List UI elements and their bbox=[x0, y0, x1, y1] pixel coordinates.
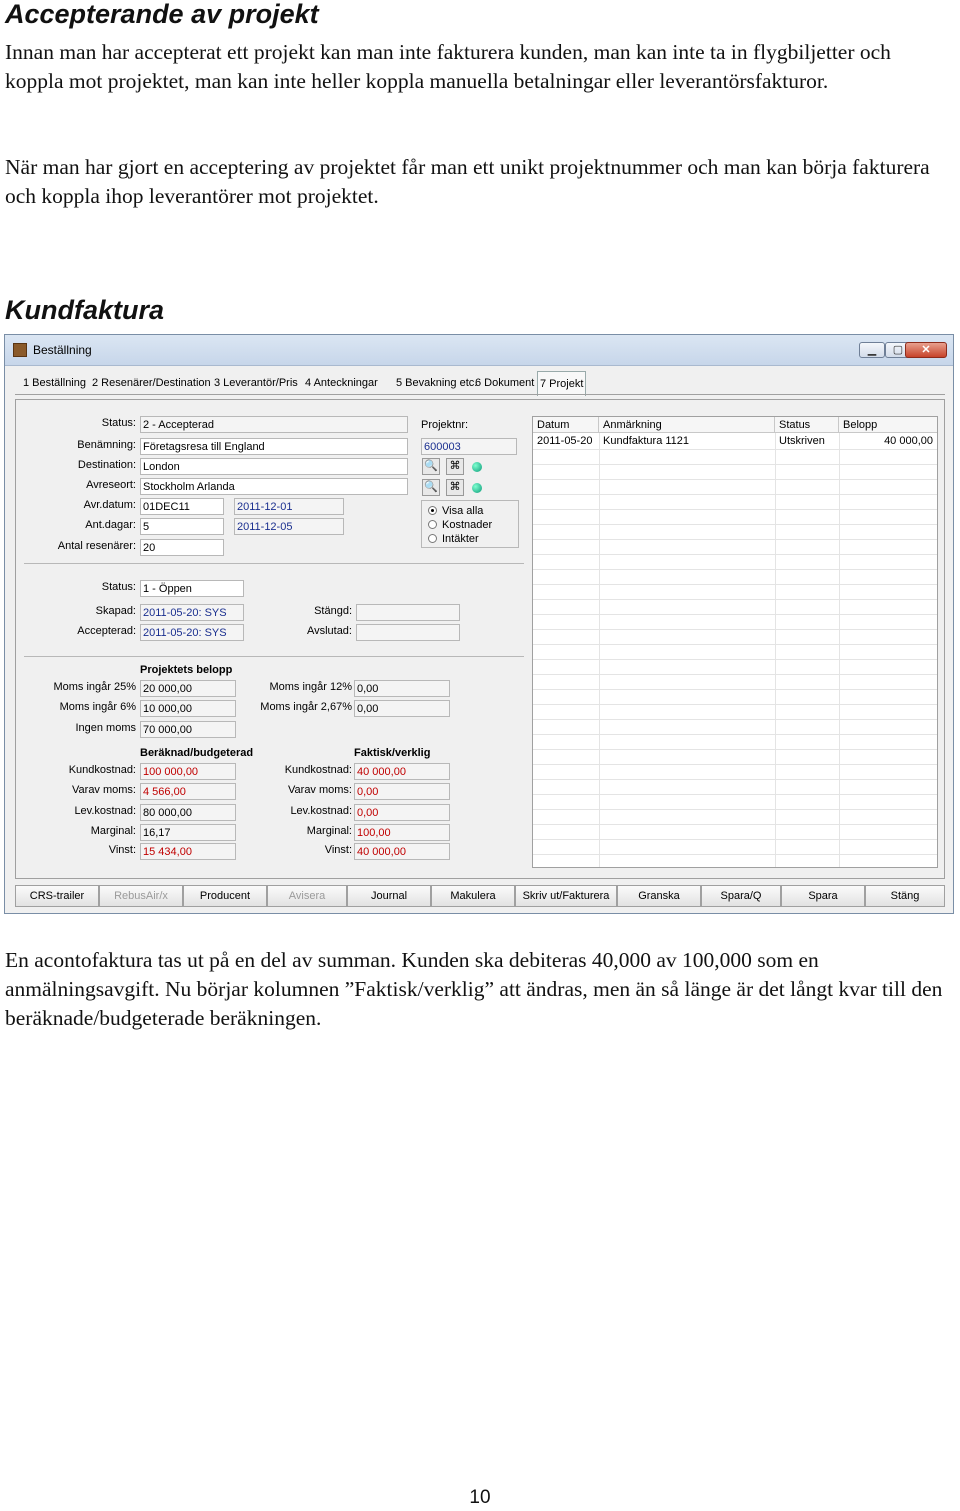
avisera-button[interactable]: Avisera bbox=[267, 885, 347, 907]
grid-row-line bbox=[533, 554, 937, 555]
moms6-field: 10 000,00 bbox=[140, 700, 236, 717]
heading-accepterande: Accepterande av projekt bbox=[5, 0, 319, 29]
projektnr-label: Projektnr: bbox=[421, 419, 469, 431]
grid-cell-status: Utskriven bbox=[779, 435, 825, 447]
avslutad-label: Avslutad: bbox=[306, 625, 352, 637]
projekt-panel bbox=[15, 399, 945, 879]
radio-visa-alla[interactable]: Visa alla bbox=[428, 505, 483, 517]
faktisk-vinst-label: Vinst: bbox=[324, 844, 352, 856]
grid-row-line bbox=[533, 749, 937, 750]
grid-header-anmarkning[interactable]: Anmärkning bbox=[599, 417, 775, 433]
moms25-label: Moms ingår 25% bbox=[53, 681, 136, 693]
budget-varavmoms-label: Varav moms: bbox=[72, 784, 136, 796]
invoice-grid[interactable] bbox=[532, 416, 938, 868]
window-title: Beställning bbox=[33, 343, 92, 357]
grid-row-line bbox=[533, 719, 937, 720]
grid-row-line bbox=[533, 704, 937, 705]
budget-kundkostnad-label: Kundkostnad: bbox=[68, 764, 136, 776]
destination-label: Destination: bbox=[77, 459, 136, 471]
grid-row-line bbox=[533, 854, 937, 855]
journal-button[interactable]: Journal bbox=[347, 885, 431, 907]
faktisk-heading: Faktisk/verklig bbox=[354, 747, 431, 759]
tab-divider bbox=[15, 394, 945, 395]
grid-row-line bbox=[533, 494, 937, 495]
projektnr-field: 600003 bbox=[421, 438, 517, 455]
bestallning-window bbox=[4, 334, 954, 914]
grid-row-line bbox=[533, 524, 937, 525]
paragraph-acontofaktura: En acontofaktura tas ut på en del av summan. Kunden ska debiteras 40,000 av 100,000 som en anmälningsavgift. Nu börjar kolumnen ”Faktisk/verklig” att ändras, men än så länge är det långt kvar till den beräknade/budgeterade beräkningen. bbox=[5, 948, 943, 1030]
grid-row-line bbox=[533, 794, 937, 795]
benamning-field[interactable]: Företagsresa till England bbox=[140, 438, 408, 455]
grid-row-line bbox=[533, 464, 937, 465]
ingen-moms-label: Ingen moms bbox=[75, 722, 136, 734]
stangd-field bbox=[356, 604, 460, 621]
faktisk-varavmoms-label: Varav moms: bbox=[288, 784, 352, 796]
grid-row-line bbox=[533, 659, 937, 660]
faktisk-marginal-field: 100,00 bbox=[354, 824, 450, 841]
tab-projekt[interactable]: 7 Projekt bbox=[537, 371, 586, 396]
tab-resenarer[interactable]: 2 Resenärer/Destination bbox=[92, 377, 211, 389]
granska-button[interactable]: Granska bbox=[617, 885, 701, 907]
faktisk-kundkostnad-label: Kundkostnad: bbox=[284, 764, 352, 776]
binoculars-icon[interactable]: ⌘ bbox=[446, 479, 464, 496]
accepterad-field: 2011-05-20: SYS bbox=[140, 624, 244, 641]
grid-row-line bbox=[533, 734, 937, 735]
faktisk-kundkostnad-field: 40 000,00 bbox=[354, 763, 450, 780]
spara-q-button[interactable]: Spara/Q bbox=[701, 885, 781, 907]
budget-vinst-field: 15 434,00 bbox=[140, 843, 236, 860]
grid-column-line bbox=[775, 433, 776, 867]
tab-dokument[interactable]: 6 Dokument bbox=[475, 377, 535, 389]
radio-intakter[interactable]: Intäkter bbox=[428, 533, 479, 545]
grid-cell-anmarkning: Kundfaktura 1121 bbox=[603, 435, 690, 447]
status-field[interactable]: 2 - Accepterad bbox=[140, 416, 408, 433]
budget-marginal-field: 16,17 bbox=[140, 824, 236, 841]
grid-row-line bbox=[533, 614, 937, 615]
beraknad-heading: Beräknad/budgeterad bbox=[140, 747, 254, 759]
grid-row-line bbox=[533, 644, 937, 645]
avreseort-label: Avreseort: bbox=[86, 479, 136, 491]
budget-kundkostnad-field: 100 000,00 bbox=[140, 763, 236, 780]
antdagar-field[interactable]: 5 bbox=[140, 518, 224, 535]
grid-cell-belopp: 40 000,00 bbox=[884, 435, 933, 447]
filter-radio-group bbox=[421, 500, 519, 548]
tab-bar bbox=[15, 371, 943, 395]
crs-trailer-button[interactable]: CRS-trailer bbox=[15, 885, 99, 907]
producent-button[interactable]: Producent bbox=[183, 885, 267, 907]
paragraph-intro: Innan man har accepterat ett projekt kan man inte fakturera kunden, man kan inte ta in flygbiljetter och koppla mot projektet, man kan inte heller koppla manuella betalningar eller leverantörsfakturor. bbox=[5, 40, 891, 93]
ingen-moms-field: 70 000,00 bbox=[140, 721, 236, 738]
budget-levkostnad-label: Lev.kostnad: bbox=[74, 805, 136, 817]
grid-header-status[interactable]: Status bbox=[775, 417, 839, 433]
paragraph-acceptering: När man har gjort en acceptering av projektet får man ett unikt projektnummer och man kan börja fakturera och koppla ihop leverantörer mot projektet. bbox=[5, 155, 930, 208]
skapad-field: 2011-05-20: SYS bbox=[140, 604, 244, 621]
budget-levkostnad-field: 80 000,00 bbox=[140, 804, 236, 821]
skriv-ut-fakturera-button[interactable]: Skriv ut/Fakturera bbox=[515, 885, 617, 907]
faktisk-levkostnad-field: 0,00 bbox=[354, 804, 450, 821]
avreseort-field[interactable]: Stockholm Arlanda bbox=[140, 478, 408, 495]
moms6-label: Moms ingår 6% bbox=[59, 701, 136, 713]
status-dot-icon bbox=[472, 462, 482, 472]
status-label: Status: bbox=[101, 417, 136, 429]
grid-header-belopp[interactable]: Belopp bbox=[839, 417, 938, 433]
grid-row-line bbox=[533, 674, 937, 675]
benamning-label: Benämning: bbox=[77, 439, 136, 451]
app-icon bbox=[13, 343, 27, 357]
grid-row-line bbox=[533, 509, 937, 510]
faktisk-levkostnad-label: Lev.kostnad: bbox=[290, 805, 352, 817]
antres-label: Antal resenärer: bbox=[57, 540, 136, 552]
grid-row-line bbox=[533, 449, 937, 450]
grid-row-line bbox=[533, 479, 937, 480]
grid-row-line bbox=[533, 569, 937, 570]
moms25-field: 20 000,00 bbox=[140, 680, 236, 697]
budget-marginal-label: Marginal: bbox=[90, 825, 136, 837]
divider bbox=[24, 563, 524, 564]
tab-leverantor[interactable]: 3 Leverantör/Pris bbox=[214, 377, 298, 389]
projektets-belopp-heading: Projektets belopp bbox=[140, 664, 233, 676]
avslutad-field bbox=[356, 624, 460, 641]
divider bbox=[24, 656, 524, 657]
grid-cell-datum: 2011-05-20 bbox=[537, 435, 593, 447]
binoculars-icon[interactable]: ⌘ bbox=[446, 458, 464, 475]
page-number: 10 bbox=[469, 1487, 491, 1508]
antdagar-label: Ant.dagar: bbox=[85, 519, 136, 531]
antres-field[interactable]: 20 bbox=[140, 539, 224, 556]
faktisk-marginal-label: Marginal: bbox=[306, 825, 352, 837]
projekt-status-label: Status: bbox=[101, 581, 136, 593]
tab-bevakning[interactable]: 5 Bevakning etc. bbox=[396, 377, 478, 389]
close-icon[interactable]: ✕ bbox=[905, 342, 947, 358]
avrdatum-field[interactable]: 01DEC11 bbox=[140, 498, 224, 515]
grid-row-line bbox=[533, 839, 937, 840]
button-bar bbox=[15, 885, 945, 907]
budget-vinst-label: Vinst: bbox=[108, 844, 136, 856]
grid-header-datum[interactable]: Datum bbox=[533, 417, 599, 433]
grid-column-line bbox=[599, 433, 600, 867]
grid-row-line bbox=[533, 539, 937, 540]
grid-row-line bbox=[533, 824, 937, 825]
projekt-status-field[interactable]: 1 - Öppen bbox=[140, 580, 244, 597]
moms12-field: 0,00 bbox=[354, 680, 450, 697]
zoom-icon[interactable]: 🔍 bbox=[422, 458, 440, 475]
grid-row-line bbox=[533, 584, 937, 585]
tab-anteckningar[interactable]: 4 Anteckningar bbox=[305, 377, 378, 389]
grid-row-line bbox=[533, 689, 937, 690]
spara-button[interactable]: Spara bbox=[781, 885, 865, 907]
maximize-icon[interactable]: ▢ bbox=[885, 342, 911, 358]
destination-field[interactable]: London bbox=[140, 458, 408, 475]
zoom-icon[interactable]: 🔍 bbox=[422, 479, 440, 496]
status-dot-icon bbox=[472, 483, 482, 493]
grid-column-line bbox=[839, 433, 840, 867]
faktisk-varavmoms-field: 0,00 bbox=[354, 783, 450, 800]
tab-bestallning[interactable]: 1 Beställning bbox=[23, 377, 86, 389]
grid-row-line bbox=[533, 599, 937, 600]
makulera-button[interactable]: Makulera bbox=[431, 885, 515, 907]
faktisk-vinst-field: 40 000,00 bbox=[354, 843, 450, 860]
rebusair-button[interactable]: RebusAir/x bbox=[99, 885, 183, 907]
moms12-label: Moms ingår 12% bbox=[269, 681, 352, 693]
minimize-icon[interactable]: ▁ bbox=[859, 342, 885, 358]
moms267-field: 0,00 bbox=[354, 700, 450, 717]
grid-row-line bbox=[533, 809, 937, 810]
budget-varavmoms-field: 4 566,00 bbox=[140, 783, 236, 800]
moms267-label: Moms ingår 2,67% bbox=[260, 701, 352, 713]
grid-row-line bbox=[533, 779, 937, 780]
heading-kundfaktura: Kundfaktura bbox=[5, 295, 165, 325]
radio-kostnader[interactable]: Kostnader bbox=[428, 519, 492, 531]
grid-row-line bbox=[533, 629, 937, 630]
stang-button[interactable]: Stäng bbox=[865, 885, 945, 907]
window-titlebar bbox=[5, 335, 953, 366]
avrdatum-iso-field: 2011-12-01 bbox=[234, 498, 344, 515]
stangd-label: Stängd: bbox=[314, 605, 352, 617]
avrdatum-label: Avr.datum: bbox=[83, 499, 136, 511]
accepterad-label: Accepterad: bbox=[77, 625, 136, 637]
antdagar-iso-field: 2011-12-05 bbox=[234, 518, 344, 535]
grid-row-line bbox=[533, 764, 937, 765]
skapad-label: Skapad: bbox=[95, 605, 136, 617]
